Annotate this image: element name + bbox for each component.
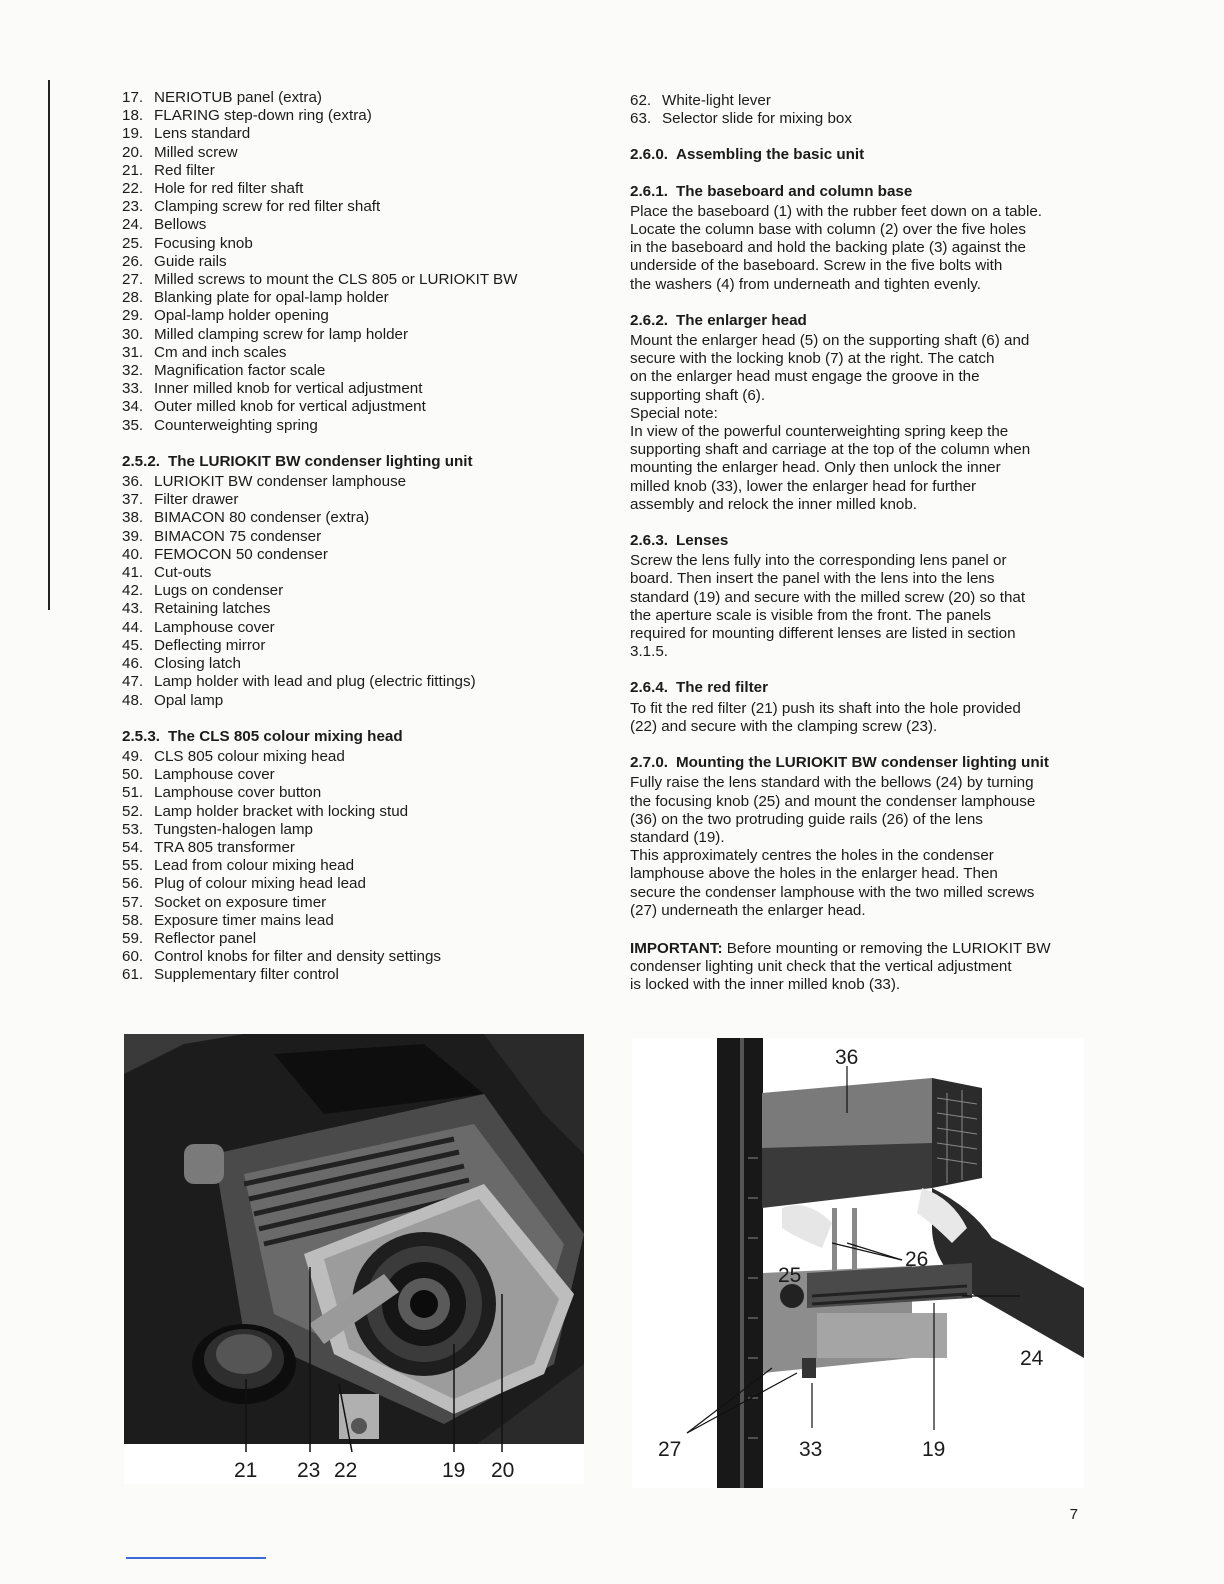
list-item-number: 45. bbox=[122, 636, 144, 654]
list-item-text: Milled screws to mount the CLS 805 or LURIOKIT BW bbox=[154, 271, 518, 289]
list-item bbox=[122, 271, 592, 289]
section-heading-2-6-4: 2.6.4. The red filter bbox=[630, 679, 768, 697]
list-item bbox=[122, 89, 592, 107]
list-item bbox=[122, 326, 592, 344]
list-item bbox=[122, 253, 592, 271]
paragraph-baseboard bbox=[630, 203, 1100, 294]
list-item bbox=[122, 692, 592, 710]
text-line: supporting shaft and carriage at the top of the column when bbox=[630, 441, 1031, 459]
list-item-text: Bellows bbox=[154, 216, 207, 234]
list-item-number: 49. bbox=[122, 747, 144, 765]
list-item-text: Selector slide for mixing box bbox=[662, 110, 852, 128]
list-item-number: 30. bbox=[122, 325, 144, 343]
list-item-text: Opal lamp bbox=[154, 691, 224, 709]
list-item bbox=[122, 362, 592, 380]
text-line: Place the baseboard (1) with the rubber feet down on a table. bbox=[630, 202, 1043, 220]
list-item-text: Focusing knob bbox=[154, 234, 253, 252]
list-item-number: 34. bbox=[122, 398, 144, 416]
list-item bbox=[122, 966, 592, 984]
list-item bbox=[122, 125, 592, 143]
list-item-text: Reflector panel bbox=[154, 929, 257, 947]
list-item-number: 55. bbox=[122, 857, 144, 875]
parts-list-62-63 bbox=[630, 92, 1100, 128]
parts-list-36-48 bbox=[122, 473, 592, 710]
list-item-number: 57. bbox=[122, 893, 144, 911]
list-item-text: Lens standard bbox=[154, 125, 251, 143]
list-item bbox=[122, 912, 592, 930]
list-item bbox=[122, 839, 592, 857]
list-item bbox=[122, 380, 592, 398]
list-item-text: Clamping screw for red filter shaft bbox=[154, 198, 381, 216]
list-item bbox=[122, 766, 592, 784]
list-item-text: Supplementary filter control bbox=[154, 966, 339, 984]
callout-19: 19 bbox=[442, 1459, 466, 1482]
important-note: IMPORTANT: Before mounting or removing the LURIOKIT BW condenser lighting unit check that the vertical adjustment is locked with the inner milled knob (33). bbox=[630, 940, 1100, 995]
list-item-text: Opal-lamp holder opening bbox=[154, 307, 329, 325]
list-item-text: Lamphouse cover bbox=[154, 766, 275, 784]
list-item bbox=[122, 894, 592, 912]
section-heading-2-5-2: 2.5.2. The LURIOKIT BW condenser lighting unit bbox=[122, 452, 473, 470]
section-heading-2-6-1: 2.6.1. The baseboard and column base bbox=[630, 182, 913, 200]
list-item-number: 40. bbox=[122, 545, 144, 563]
list-item-text: Red filter bbox=[154, 161, 215, 179]
list-item-number: 22. bbox=[122, 180, 144, 198]
list-item-number: 51. bbox=[122, 784, 144, 802]
callout-22: 22 bbox=[334, 1459, 358, 1482]
list-item bbox=[122, 398, 592, 416]
list-item-text: Plug of colour mixing head lead bbox=[154, 875, 366, 893]
text-line: standard (19). bbox=[630, 828, 725, 846]
text-line: condenser lighting unit check that the vertical adjustment bbox=[630, 958, 1012, 976]
list-item-text: Tungsten-halogen lamp bbox=[154, 820, 314, 838]
list-item-number: 38. bbox=[122, 509, 144, 527]
text-line: (36) on the two protruding guide rails (26) of the lens bbox=[630, 810, 983, 828]
list-item-number: 28. bbox=[122, 289, 144, 307]
list-item-number: 43. bbox=[122, 600, 144, 618]
section-heading-2-7-0: 2.7.0. Mounting the LURIOKIT BW condenser lighting unit bbox=[630, 754, 1049, 772]
callout-36: 36 bbox=[835, 1046, 859, 1069]
list-item bbox=[122, 509, 592, 527]
callout-23: 23 bbox=[297, 1459, 321, 1482]
list-item-number: 58. bbox=[122, 911, 144, 929]
text-line: required for mounting different lenses are listed in section bbox=[630, 625, 1016, 643]
callout-24: 24 bbox=[1020, 1347, 1044, 1370]
list-item bbox=[122, 144, 592, 162]
list-item-number: 47. bbox=[122, 673, 144, 691]
list-item-number: 21. bbox=[122, 161, 144, 179]
list-item-text: Lugs on condenser bbox=[154, 582, 284, 600]
list-item-number: 20. bbox=[122, 143, 144, 161]
list-item-number: 44. bbox=[122, 618, 144, 636]
callout-27: 27 bbox=[658, 1438, 682, 1461]
list-item bbox=[122, 748, 592, 766]
list-item-text: Lead from colour mixing head bbox=[154, 857, 355, 875]
text-line: supporting shaft (6). bbox=[630, 386, 766, 404]
list-item-text: TRA 805 transformer bbox=[154, 838, 295, 856]
text-line: (27) underneath the enlarger head. bbox=[630, 901, 866, 919]
callout-26: 26 bbox=[905, 1248, 929, 1271]
list-item-number: 62. bbox=[630, 92, 652, 109]
list-item-text: Retaining latches bbox=[154, 600, 271, 618]
list-item-number: 46. bbox=[122, 655, 144, 673]
list-item-number: 23. bbox=[122, 198, 144, 216]
list-item bbox=[122, 180, 592, 198]
list-item-text: Exposure timer mains lead bbox=[154, 911, 334, 929]
list-item-text: FEMOCON 50 condenser bbox=[154, 545, 328, 563]
section-heading-2-6-0: 2.6.0. Assembling the basic unit bbox=[630, 146, 865, 164]
paragraph-lenses bbox=[630, 552, 1100, 661]
list-item-text: Inner milled knob for vertical adjustment bbox=[154, 380, 423, 398]
text-line: in the baseboard and hold the backing plate (3) against the bbox=[630, 239, 1027, 257]
list-item-text: BIMACON 75 condenser bbox=[154, 527, 322, 545]
list-item-number: 33. bbox=[122, 380, 144, 398]
photo-lens-standard bbox=[124, 1034, 584, 1484]
text-line: underside of the baseboard. Screw in the five bolts with bbox=[630, 257, 1003, 275]
text-line: the focusing knob (25) and mount the condenser lamphouse bbox=[630, 792, 1036, 810]
list-item-number: 53. bbox=[122, 820, 144, 838]
text-line: secure with the locking knob (7) at the right. The catch bbox=[630, 350, 995, 368]
page-number: 7 bbox=[1069, 1506, 1078, 1523]
text-line: Screw the lens fully into the corresponding lens panel or bbox=[630, 552, 1007, 570]
list-item-number: 31. bbox=[122, 343, 144, 361]
section-heading-2-6-3: 2.6.3. Lenses bbox=[630, 532, 729, 550]
list-item-text: Lamp holder bracket with locking stud bbox=[154, 802, 409, 820]
list-item-text: Filter drawer bbox=[154, 491, 239, 509]
list-item-number: 19. bbox=[122, 125, 144, 143]
list-item-text: Lamp holder with lead and plug (electric fittings) bbox=[154, 673, 476, 691]
list-item-text: Lamphouse cover button bbox=[154, 784, 322, 802]
text-line: board. Then insert the panel with the lens into the lens bbox=[630, 570, 995, 588]
left-column bbox=[122, 89, 592, 985]
list-item-number: 25. bbox=[122, 234, 144, 252]
list-item-text: Deflecting mirror bbox=[154, 636, 266, 654]
list-item-text: Magnification factor scale bbox=[154, 362, 326, 380]
list-item bbox=[630, 92, 1100, 110]
list-item bbox=[122, 235, 592, 253]
list-item bbox=[122, 619, 592, 637]
list-item bbox=[122, 875, 592, 893]
list-item-number: 26. bbox=[122, 252, 144, 270]
list-item-text: LURIOKIT BW condenser lamphouse bbox=[154, 473, 407, 491]
text-line: Mount the enlarger head (5) on the supporting shaft (6) and bbox=[630, 332, 1030, 350]
footer-rule bbox=[126, 1557, 266, 1559]
section-heading-2-6-2: 2.6.2. The enlarger head bbox=[630, 311, 807, 329]
callout-33: 33 bbox=[799, 1438, 823, 1461]
list-item-number: 56. bbox=[122, 875, 144, 893]
list-item-number: 41. bbox=[122, 564, 144, 582]
list-item-number: 36. bbox=[122, 473, 144, 491]
list-item-text: BIMACON 80 condenser (extra) bbox=[154, 509, 370, 527]
text-line: Fully raise the lens standard with the bellows (24) by turning bbox=[630, 774, 1034, 792]
text-line: This approximately centres the holes in the condenser bbox=[630, 847, 994, 865]
list-item-text: FLARING step-down ring (extra) bbox=[154, 107, 372, 125]
list-item bbox=[122, 473, 592, 491]
list-item-number: 27. bbox=[122, 271, 144, 289]
list-item-number: 54. bbox=[122, 838, 144, 856]
callout-19: 19 bbox=[922, 1438, 946, 1461]
list-item bbox=[122, 528, 592, 546]
list-item-text: Socket on exposure timer bbox=[154, 893, 327, 911]
list-item bbox=[630, 110, 1100, 128]
list-item-number: 18. bbox=[122, 107, 144, 125]
callout-21: 21 bbox=[234, 1459, 258, 1482]
important-label: IMPORTANT: bbox=[630, 939, 723, 957]
parts-list-49-61 bbox=[122, 748, 592, 985]
list-item bbox=[122, 821, 592, 839]
list-item-number: 59. bbox=[122, 929, 144, 947]
list-item-number: 39. bbox=[122, 527, 144, 545]
list-item bbox=[122, 637, 592, 655]
text-line: Special note: bbox=[630, 404, 718, 422]
list-item bbox=[122, 857, 592, 875]
callout-20: 20 bbox=[491, 1459, 515, 1482]
list-item-text: Blanking plate for opal-lamp holder bbox=[154, 289, 389, 307]
text-line: the aperture scale is visible from the front. The panels bbox=[630, 606, 992, 624]
list-item bbox=[122, 948, 592, 966]
list-item-number: 37. bbox=[122, 491, 144, 509]
list-item-number: 24. bbox=[122, 216, 144, 234]
text-line: milled knob (33), lower the enlarger head for further bbox=[630, 477, 977, 495]
list-item-number: 63. bbox=[630, 110, 652, 128]
list-item-text: CLS 805 colour mixing head bbox=[154, 747, 345, 765]
list-item-number: 52. bbox=[122, 802, 144, 820]
text-line: In view of the powerful counterweighting spring keep the bbox=[630, 423, 1009, 441]
list-item-text: Milled screw bbox=[154, 143, 238, 161]
list-item-text: Control knobs for filter and density settings bbox=[154, 948, 442, 966]
list-item bbox=[122, 307, 592, 325]
text-line: To fit the red filter (21) push its shaft into the hole provided bbox=[630, 699, 1021, 717]
text-line: lamphouse above the holes in the enlarger head. Then bbox=[630, 865, 998, 883]
paragraph-enlarger-head bbox=[630, 332, 1100, 514]
photo-mounting-condenser bbox=[632, 1038, 1084, 1488]
list-item bbox=[122, 564, 592, 582]
list-item bbox=[122, 803, 592, 821]
list-item bbox=[122, 546, 592, 564]
page-edge-shadow bbox=[48, 80, 50, 610]
list-item bbox=[122, 417, 592, 435]
list-item-text: Hole for red filter shaft bbox=[154, 180, 304, 198]
list-item bbox=[122, 930, 592, 948]
list-item-text: NERIOTUB panel (extra) bbox=[154, 89, 322, 106]
list-item bbox=[122, 344, 592, 362]
list-item-number: 32. bbox=[122, 362, 144, 380]
text-line: the washers (4) from underneath and tighten evenly. bbox=[630, 275, 981, 293]
list-item bbox=[122, 600, 592, 618]
text-line: standard (19) and secure with the milled screw (20) so that bbox=[630, 588, 1026, 606]
paragraph-red-filter bbox=[630, 700, 1100, 736]
list-item-text: Milled clamping screw for lamp holder bbox=[154, 325, 409, 343]
list-item-text: Closing latch bbox=[154, 655, 241, 673]
list-item bbox=[122, 107, 592, 125]
list-item-number: 50. bbox=[122, 766, 144, 784]
list-item-number: 35. bbox=[122, 416, 144, 434]
parts-list-17-35 bbox=[122, 89, 592, 435]
list-item bbox=[122, 289, 592, 307]
list-item-text: Cm and inch scales bbox=[154, 343, 287, 361]
list-item bbox=[122, 216, 592, 234]
text-line: (22) and secure with the clamping screw (23). bbox=[630, 717, 938, 735]
text-line: is locked with the inner milled knob (33). bbox=[630, 976, 901, 994]
list-item-text: White-light lever bbox=[662, 92, 771, 109]
section-heading-2-5-3: 2.5.3. The CLS 805 colour mixing head bbox=[122, 727, 403, 745]
list-item-text: Counterweighting spring bbox=[154, 416, 318, 434]
list-item-number: 17. bbox=[122, 89, 144, 106]
list-item bbox=[122, 655, 592, 673]
list-item-text: Cut-outs bbox=[154, 564, 212, 582]
text-line: assembly and relock the inner milled knob. bbox=[630, 495, 918, 513]
list-item bbox=[122, 198, 592, 216]
list-item bbox=[122, 491, 592, 509]
right-column bbox=[630, 92, 1100, 995]
list-item-number: 61. bbox=[122, 966, 144, 984]
list-item bbox=[122, 582, 592, 600]
text-line: secure the condenser lamphouse with the two milled screws bbox=[630, 883, 1035, 901]
list-item-text: Guide rails bbox=[154, 252, 227, 270]
text-line: mounting the enlarger head. Only then unlock the inner bbox=[630, 459, 1001, 477]
list-item-text: Lamphouse cover bbox=[154, 618, 275, 636]
list-item-text: Outer milled knob for vertical adjustment bbox=[154, 398, 426, 416]
list-item bbox=[122, 162, 592, 180]
text-line: on the enlarger head must engage the groove in the bbox=[630, 368, 980, 386]
text-line: Locate the column base with column (2) over the five holes bbox=[630, 221, 1026, 239]
text-line: 3.1.5. bbox=[630, 643, 668, 661]
callout-25: 25 bbox=[778, 1264, 802, 1287]
list-item-number: 48. bbox=[122, 691, 144, 709]
list-item-number: 60. bbox=[122, 948, 144, 966]
list-item-number: 29. bbox=[122, 307, 144, 325]
list-item-number: 42. bbox=[122, 582, 144, 600]
list-item bbox=[122, 784, 592, 802]
list-item bbox=[122, 673, 592, 691]
paragraph-mounting-luriokit bbox=[630, 774, 1100, 920]
